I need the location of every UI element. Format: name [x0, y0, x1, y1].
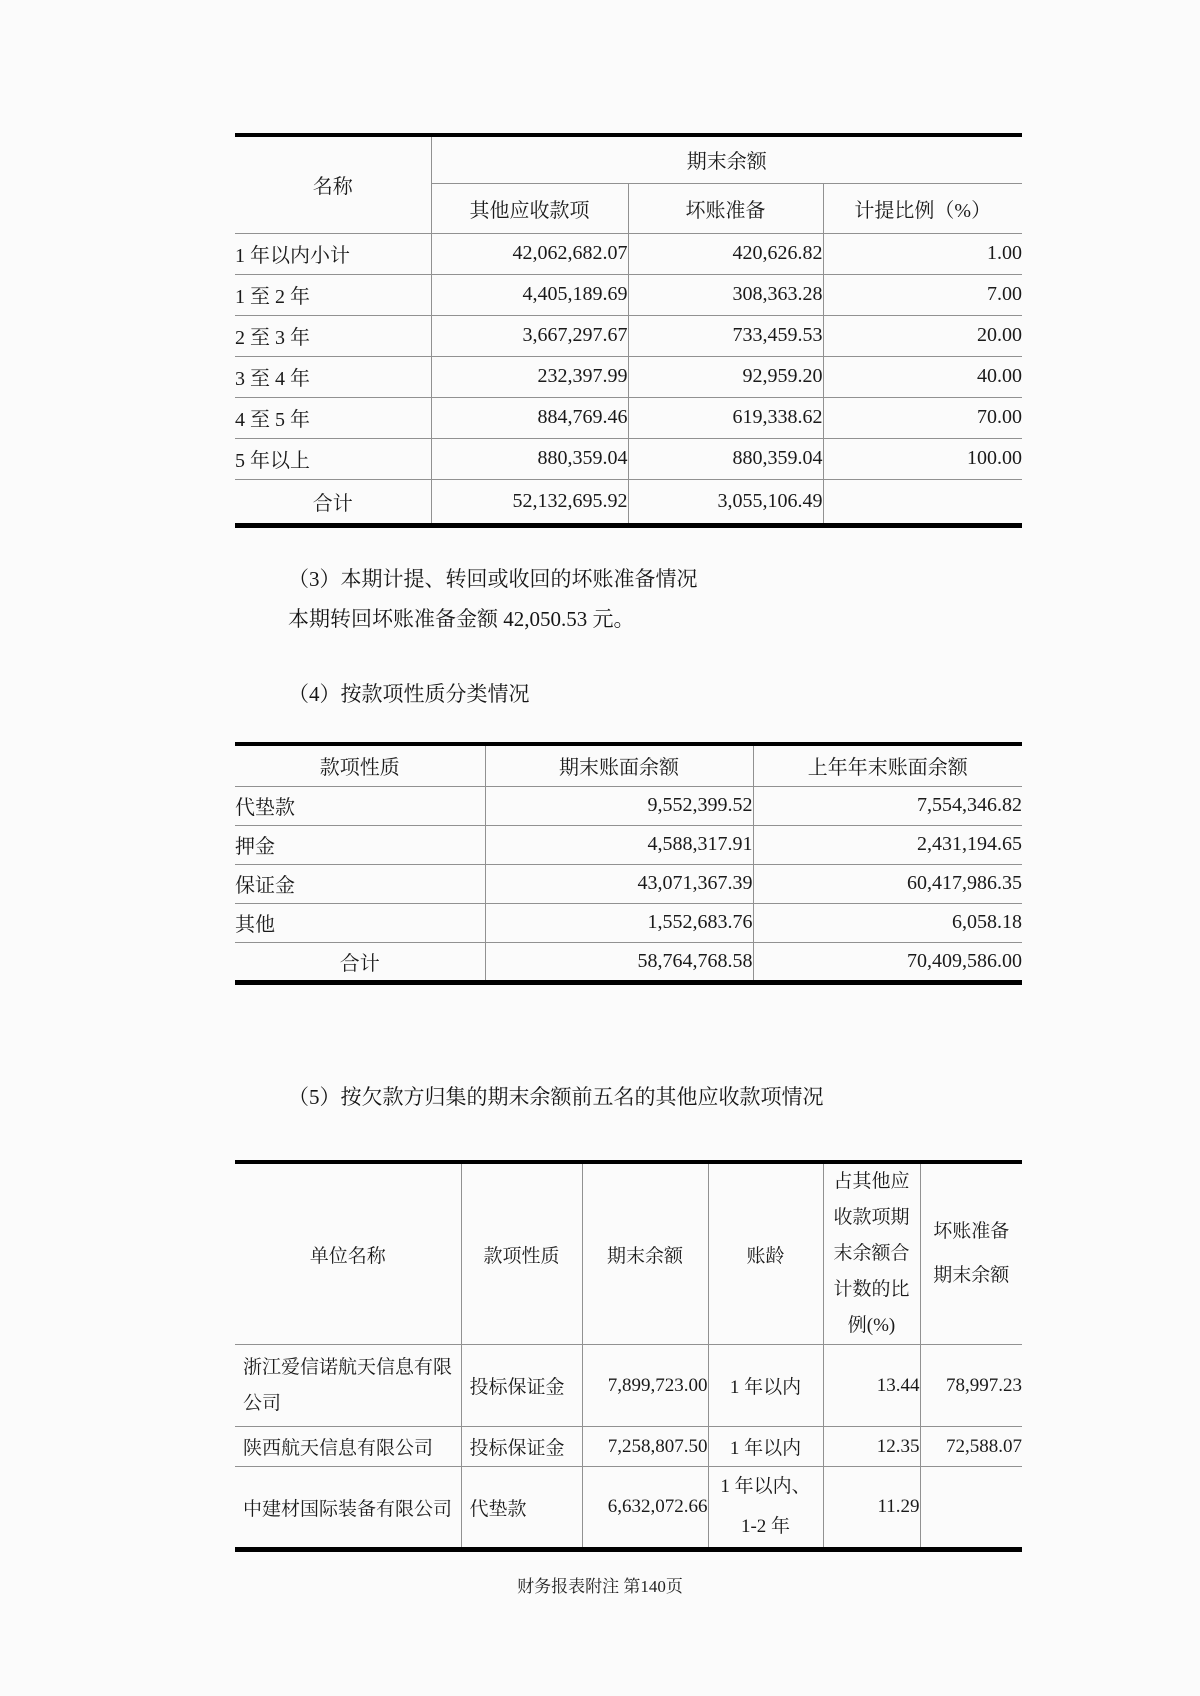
- debtors-col-provision: [920, 1162, 1022, 1345]
- table-row: [235, 274, 1022, 315]
- provision-value: 78,997.23: [920, 1345, 1022, 1427]
- amount-current: 1,552,683.76: [485, 903, 753, 942]
- aging-col-bad-debt: 坏账准备: [628, 183, 823, 233]
- header-line: 收款项期: [833, 1207, 910, 1228]
- aging-value: [708, 1467, 823, 1550]
- debtors-col-ratio: [823, 1162, 920, 1345]
- table-row: [235, 356, 1022, 397]
- debtors-col-nature: 款项性质: [461, 1162, 582, 1345]
- ratio-value: 13.44: [823, 1345, 920, 1427]
- section3-heading: （3）本期计提、转回或收回的坏账准备情况: [288, 567, 698, 591]
- amount-prior: 60,417,986.35: [753, 864, 1022, 903]
- nature-value: 投标保证金: [461, 1345, 582, 1427]
- table-row: [235, 438, 1022, 479]
- amount-prior: 7,554,346.82: [753, 786, 1022, 825]
- unit-name: [235, 1345, 461, 1427]
- section3-body: 本期转回坏账准备金额 42,050.53 元。: [288, 607, 635, 631]
- total-bad-debt: 3,055,106.49: [628, 479, 823, 525]
- row-label: 押金: [235, 825, 485, 864]
- row-label: 5 年以上: [235, 438, 431, 479]
- aging-col-group-ending-balance: 期末余额: [431, 135, 1022, 183]
- total-label: 合计: [235, 479, 431, 525]
- nature-col-prior: 上年年末账面余额: [753, 744, 1022, 786]
- nature-col-nature: 款项性质: [235, 744, 485, 786]
- aging-table: [235, 133, 1022, 528]
- table-row: [235, 786, 1022, 825]
- amount-other-receivables: 884,769.46: [431, 397, 628, 438]
- aging-value: 1 年以内: [708, 1345, 823, 1427]
- amount-bad-debt: 92,959.20: [628, 356, 823, 397]
- balance-value: 7,258,807.50: [582, 1427, 708, 1467]
- aging-header-row-1: [235, 135, 1022, 183]
- debtors-col-aging: 账龄: [708, 1162, 823, 1345]
- ratio-value: 12.35: [823, 1427, 920, 1467]
- header-line: 坏账准备: [933, 1221, 1010, 1242]
- row-label: 其他: [235, 903, 485, 942]
- header-line: 计数的比: [833, 1279, 910, 1300]
- unit-name: 中建材国际装备有限公司: [235, 1467, 461, 1550]
- section4-heading: （4）按款项性质分类情况: [288, 682, 530, 706]
- amount-prior: 2,431,194.65: [753, 825, 1022, 864]
- ratio-value: 100.00: [823, 438, 1022, 479]
- ratio-value: 20.00: [823, 315, 1022, 356]
- row-label: 1 至 2 年: [235, 274, 431, 315]
- top-debtors-table: [235, 1160, 1022, 1552]
- total-label: 合计: [235, 942, 485, 982]
- ratio-value: 7.00: [823, 274, 1022, 315]
- amount-other-receivables: 232,397.99: [431, 356, 628, 397]
- table-row: [235, 1345, 1022, 1427]
- table-row: [235, 233, 1022, 274]
- total-row: [235, 942, 1022, 982]
- aging-line: 1 年以内、: [720, 1476, 811, 1497]
- table-row: [235, 397, 1022, 438]
- header-line: 末余额合: [833, 1243, 910, 1264]
- amount-bad-debt: 619,338.62: [628, 397, 823, 438]
- total-row: [235, 479, 1022, 525]
- table-row: [235, 825, 1022, 864]
- unit-name: 陕西航天信息有限公司: [235, 1427, 461, 1467]
- table-row: [235, 1427, 1022, 1467]
- row-label: 保证金: [235, 864, 485, 903]
- section5-heading: （5）按欠款方归集的期末余额前五名的其他应收款项情况: [288, 1085, 824, 1109]
- table-row: [235, 903, 1022, 942]
- amount-other-receivables: 880,359.04: [431, 438, 628, 479]
- row-label: 3 至 4 年: [235, 356, 431, 397]
- provision-value: [920, 1467, 1022, 1550]
- ratio-value: 70.00: [823, 397, 1022, 438]
- debtors-col-balance: 期末余额: [582, 1162, 708, 1345]
- balance-value: 6,632,072.66: [582, 1467, 708, 1550]
- nature-value: 投标保证金: [461, 1427, 582, 1467]
- amount-other-receivables: 4,405,189.69: [431, 274, 628, 315]
- amount-bad-debt: 420,626.82: [628, 233, 823, 274]
- header-line: 期末余额: [933, 1265, 1010, 1286]
- aging-col-ratio: 计提比例（%）: [823, 183, 1022, 233]
- row-label: 1 年以内小计: [235, 233, 431, 274]
- amount-bad-debt: 880,359.04: [628, 438, 823, 479]
- table-row: [235, 1467, 1022, 1550]
- amount-bad-debt: 733,459.53: [628, 315, 823, 356]
- nature-col-current: 期末账面余额: [485, 744, 753, 786]
- amount-other-receivables: 3,667,297.67: [431, 315, 628, 356]
- total-prior: 70,409,586.00: [753, 942, 1022, 982]
- amount-current: 43,071,367.39: [485, 864, 753, 903]
- unit-name-line: 浙江爱信诺航天信息有限: [243, 1356, 453, 1378]
- provision-value: 72,588.07: [920, 1427, 1022, 1467]
- ratio-value: 1.00: [823, 233, 1022, 274]
- aging-col-other-receivables: 其他应收款项: [431, 183, 628, 233]
- total-ratio: [823, 479, 1022, 525]
- debtors-col-unit: 单位名称: [235, 1162, 461, 1345]
- amount-other-receivables: 42,062,682.07: [431, 233, 628, 274]
- ratio-value: 40.00: [823, 356, 1022, 397]
- aging-value: 1 年以内: [708, 1427, 823, 1467]
- ratio-value: 11.29: [823, 1467, 920, 1550]
- page-footer: 财务报表附注 第140页: [517, 1577, 683, 1596]
- total-other-receivables: 52,132,695.92: [431, 479, 628, 525]
- nature-value: 代垫款: [461, 1467, 582, 1550]
- nature-table: [235, 742, 1022, 985]
- aging-line: 1-2 年: [740, 1516, 791, 1537]
- row-label: 2 至 3 年: [235, 315, 431, 356]
- row-label: 代垫款: [235, 786, 485, 825]
- header-line: 占其他应: [833, 1171, 910, 1192]
- aging-col-name: 名称: [235, 135, 431, 233]
- total-current: 58,764,768.58: [485, 942, 753, 982]
- amount-current: 4,588,317.91: [485, 825, 753, 864]
- table-row: [235, 315, 1022, 356]
- header-line: 例(%): [847, 1315, 896, 1336]
- row-label: 4 至 5 年: [235, 397, 431, 438]
- table-row: [235, 864, 1022, 903]
- amount-bad-debt: 308,363.28: [628, 274, 823, 315]
- unit-name-line: 公司: [243, 1392, 282, 1414]
- debtors-header-row: [235, 1162, 1022, 1345]
- balance-value: 7,899,723.00: [582, 1345, 708, 1427]
- amount-prior: 6,058.18: [753, 903, 1022, 942]
- nature-header-row: [235, 744, 1022, 786]
- amount-current: 9,552,399.52: [485, 786, 753, 825]
